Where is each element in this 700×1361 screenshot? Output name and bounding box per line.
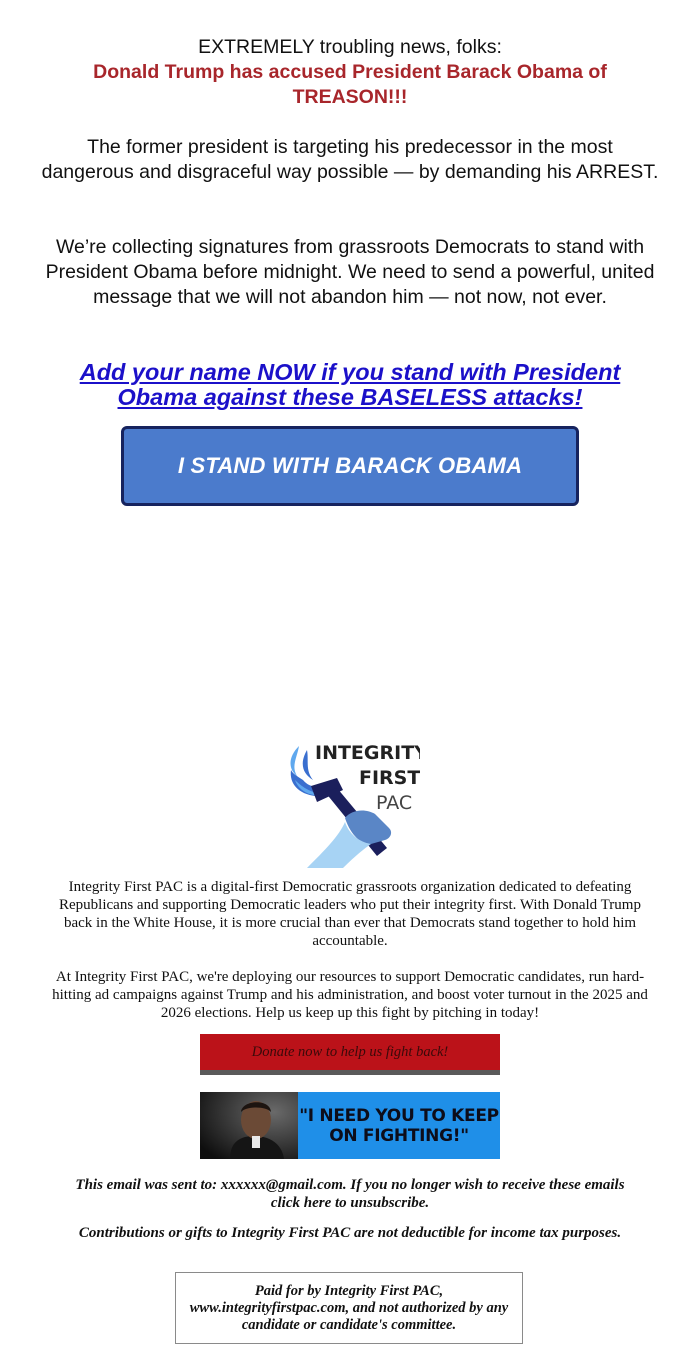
intro-block — [40, 35, 660, 110]
sent-to-text: This email was sent to: xxxxxx@gmail.com. If you no longer wish to receive these emails — [75, 1177, 625, 1193]
about-paragraph-1: Integrity First PAC is a digital-first Democratic grassroots organization dedicated to defeating Republicans and supporting Democratic leaders who put their integrity first. With Donald Trump back in the White House, it is more crucial than ever that Democrats stand together to hold him accountable. — [59, 879, 641, 949]
integrity-first-pac-logo — [285, 740, 420, 870]
keep-fighting-banner[interactable] — [200, 1092, 500, 1159]
stand-with-obama-button[interactable] — [121, 426, 579, 506]
logo-line-1: INTEGRITY — [315, 742, 420, 764]
donate-button-label: Donate now to help us fight back! — [251, 1043, 449, 1060]
unsubscribe-link[interactable]: click here to unsubscribe. — [270, 1195, 430, 1211]
headline: Donald Trump has accused President Barack Obama of TREASON!!! — [93, 61, 607, 108]
portrait-photo — [200, 1092, 298, 1159]
tax-notice: Contributions or gifts to Integrity First PAC are not deductible for income tax purposes. — [78, 1225, 622, 1241]
banner-quote: "I NEED YOU TO KEEP ON FIGHTING!" — [299, 1105, 499, 1146]
banner-quote-panel — [298, 1092, 500, 1159]
logo-line-3: PAC — [376, 792, 413, 814]
torch-hand-icon — [285, 740, 420, 870]
donate-button[interactable] — [200, 1034, 500, 1075]
paid-for-disclaimer-box — [175, 1272, 523, 1344]
add-your-name-link[interactable]: Add your name NOW if you stand with President Obama against these BASELESS attacks! — [79, 359, 621, 410]
about-paragraph-2: At Integrity First PAC, we're deploying our resources to support Democratic candidates, run hard-hitting ad campaigns against Trump and his administration, and boost voter turnout in the 2025 and 2026 elections. Help us keep up this fight by pitching in today! — [52, 969, 648, 1021]
stand-with-obama-button-label: I STAND WITH BARACK OBAMA — [177, 453, 523, 478]
paid-for-disclaimer: Paid for by Integrity First PAC, www.integrityfirstpac.com, and not authorized by any candidate or candidate's committee. — [189, 1282, 509, 1333]
sent-to-notice — [50, 1176, 650, 1212]
body-paragraph-1: The former president is targeting his predecessor in the most dangerous and disgraceful way possible — by demanding his ARREST. — [41, 136, 659, 183]
logo-line-2: FIRST — [359, 767, 420, 789]
intro-lead: EXTREMELY troubling news, folks: — [198, 36, 502, 58]
body-paragraph-2: We’re collecting signatures from grassroots Democrats to stand with President Obama before midnight. We need to send a powerful, united message that we will not abandon him — not now, not ever. — [45, 236, 655, 308]
